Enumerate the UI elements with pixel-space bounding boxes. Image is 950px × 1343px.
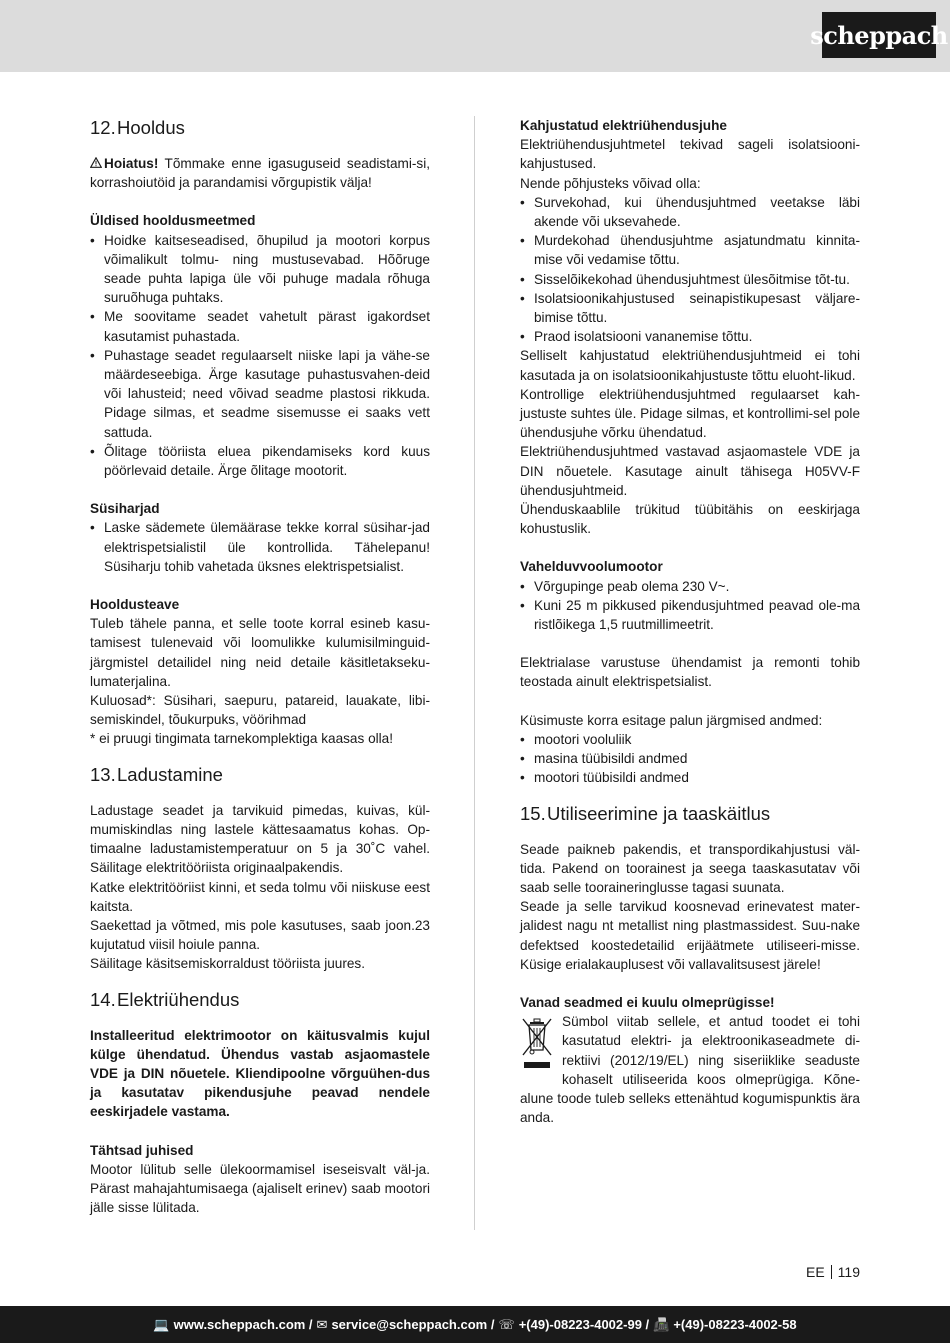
list-item: • masina tüübisildi andmed xyxy=(520,749,860,768)
required-data-list xyxy=(520,730,860,788)
recycling-text: Seade ja selle tarvikud koosnevad erinevatest mater-jalidest nagu nt metallist ning plastmassidest. Suu-nake defektsed koostedetailid erijäätmete utiliseeri-misse. Küsige erialakauplusest või vallavalitsusest järele! xyxy=(520,899,860,972)
warning-paragraph: Hoiatus! Tõmmake enne igasuguseid seadistami-si, korrashoiutöid ja parandamisi võrgupistik välja! xyxy=(90,156,430,191)
left-column xyxy=(90,116,430,1217)
damage-causes-list xyxy=(520,193,860,347)
ac-motor-title: Vahelduvvoolumootor xyxy=(520,559,663,575)
general-maintenance-list xyxy=(90,231,430,481)
footer-email[interactable]: service@scheppach.com / xyxy=(331,1317,495,1332)
ac-motor-text: Elektrialase varustuse ühendamist ja remonti tohib teostada ainult elektrispetsialist. xyxy=(520,655,860,690)
header-band xyxy=(0,0,950,72)
damaged-cable-title: Kahjustatud elektriühendusjuhe xyxy=(520,118,727,133)
list-item: • Õlitage tööriista eluea pikendamiseks kord kuus pöörlevaid detaile. Ärge õlitage mootorit. xyxy=(90,442,430,480)
footer-website[interactable]: www.scheppach.com / xyxy=(173,1317,313,1332)
damaged-cable-text: Selliselt kahjustatud elektriühendusjuhtmeid ei tohi kasutada ja on isolatsioonikahjustuste tõttu eluoht-likud. xyxy=(520,348,860,383)
list-item: • Isolatsioonikahjustused seinapistikupesast väljare-bimise tõttu. xyxy=(520,289,860,327)
warning-triangle-icon xyxy=(90,154,104,173)
ac-motor-list xyxy=(520,577,860,635)
phone-icon: ☏ xyxy=(498,1316,515,1332)
damaged-cable-text: Elektriühendusjuhtmed vastavad asjaomastele VDE ja DIN nõuetele. Kasutage ainult tähisega H05VV-F ühendusjuhtmeid. xyxy=(520,444,860,498)
section-15-heading: 15.Utiliseerimine ja taaskäitlus xyxy=(520,802,771,824)
list-item: • Murdekohad ühendusjuhtme asjatundmatu kinnita-mise või vedamise tõttu. xyxy=(520,231,860,269)
damaged-cable-text: Nende põhjusteks võivad olla: xyxy=(520,175,701,191)
computer-icon: 💻 xyxy=(153,1316,170,1332)
damaged-cable-text: Elektriühendusjuhtmetel tekivad sageli isolatsiooni-kahjustused. xyxy=(520,137,860,172)
wear-parts-text: Kuluosad*: Süsihari, saepuru, patareid, lauakate, libi-semiskindel, tõukurpuks, vöörihmad xyxy=(90,693,430,728)
list-item: • Laske sädemete ülemäärase tekke korral süsihar-jad elektrispetsialistil üle kontrollida. Tähelepanu! Süsiharju tohib vahetada üksnes elektrispetsialist. xyxy=(90,518,430,576)
general-maintenance-title: Üldised hooldusmeetmed xyxy=(90,213,256,229)
list-item: • Hoidke kaitseseadised, õhupilud ja mootori korpus võimalikult tolmu- ning mustusevabad. Hõõruge seade puhta lapiga üle või puhuge madala rõhuga suruõhuga puhtaks. xyxy=(90,231,430,308)
electric-connection-notice: Installeeritud elektrimootor on käitusvalmis kujul külge ühendatud. Ühendus vastab asjaomastele VDE ja DIN nõuetele. Kliendipoolne võrguühen-dus ja kasutatav pikendusjuhe peavad nendele eeskirjadele vastama. xyxy=(90,1027,430,1120)
section-12-heading: 12.Hooldus xyxy=(90,117,185,138)
section-13-heading: 13.Ladustamine xyxy=(90,763,223,785)
section-14-heading: 14.Elektriühendus xyxy=(90,988,240,1010)
scheppach-logo: scheppach xyxy=(822,12,936,58)
list-item: • Puhastage seadet regulaarselt niiske lapi ja vähe-se määrdeseebiga. Ärge kasutage puhastusvahen-deid või lahusteid; need võivad seadme plastosi rikkuda. Pidage silmas, et seadme sisemusse ei saaks vett sattuda. xyxy=(90,346,430,442)
weee-crossed-bin-icon xyxy=(520,1016,554,1072)
carbon-brushes-list xyxy=(90,518,430,576)
carbon-brushes-title: Süsiharjad xyxy=(90,501,160,517)
right-column xyxy=(520,116,860,1127)
column-divider xyxy=(474,116,475,1230)
storage-text: Katke elektritööriist kinni, et seda tolmu või niiskuse eest kaitsta. xyxy=(90,879,430,914)
list-item: • Praod isolatsiooni vananemise tõttu. xyxy=(520,327,860,346)
fax-icon: 📠 xyxy=(653,1316,670,1332)
footer-phone: +(49)-08223-4002-99 / xyxy=(518,1317,650,1332)
storage-text: Saekettad ja võtmed, mis pole kasutuses, saab joon.23 kujutatud viisil hoiule panna. xyxy=(90,917,430,953)
list-item: • Survekohad, kui ühendusjuhtmed veetakse läbi akende või uksevahede. xyxy=(520,193,860,231)
waste-block xyxy=(520,1012,860,1127)
mail-icon: ✉ xyxy=(316,1316,328,1332)
storage-text: Säilitage käsitsemiskorraldust tööriista juures. xyxy=(90,956,366,972)
list-item: • Kuni 25 m pikkused pikendusjuhtmed peavad ole-ma ristlõikega 1,5 ruutmillimeetrit. xyxy=(520,596,860,634)
ac-motor-text: Küsimuste korra esitage palun järgmised andmed: xyxy=(520,712,823,728)
important-notes-text: Mootor lülitub selle ülekoormamisel iseseisvalt väl-ja. Pärast mahajahtumisaega (ajaliselt erinev) saab mootori jälle sisse lülitada. xyxy=(90,1161,430,1216)
waste-text: Sümbol viitab sellele, et antud toodet ei tohi kasutatud elektri- ja elektroonikaseadmete di-rektiivi (2012/19/EL) ning siseriiklike seaduste kohaselt utiliseerida koos olmeprügiga. Kõne-alune toode tuleb selleks ettenähtud kogumispunktis ära anda. xyxy=(520,1014,860,1126)
list-item: • Sisselõikekohad ühendusjuhtmest ülesõitmise tõt-tu. xyxy=(520,270,860,289)
service-info-title: Hooldusteave xyxy=(90,597,180,613)
service-info-text: Tuleb tähele panna, et selle toote korral esineb kasu-tamisest tulenevaid või loomulikke kulumisilminguid-järgmistel detailidel ning neid detaile käsitletakseku-lumaterjalina. xyxy=(90,616,430,689)
important-notes-title: Tähtsad juhised xyxy=(90,1142,194,1158)
damaged-cable-text: Kontrollige elektriühendusjuhtmed regulaarset kah-justuste suhtes üle. Pidage silmas, et kontrollimi-sel pole ühendusjuhe võrku ühendatud. xyxy=(520,386,861,441)
storage-text: Ladustage seadet ja tarvikuid pimedas, kuivas, kül-mumiskindlas ning lastele kättesaamatus kohas. Op-timaalne ladustamistemperatuur on 5 ja 30˚C vahel. Säilitage elektritööriista originaalpakendis. xyxy=(90,802,430,876)
warning-label: Hoiatus! xyxy=(104,156,159,171)
list-item: • mootori tüübisildi andmed xyxy=(520,768,860,787)
list-item: • Me soovitame seadet vahetult pärast igakordset kasutamist puhastada. xyxy=(90,307,430,345)
page-number: EE 119 xyxy=(805,1264,860,1280)
delivery-note: * ei pruugi tingimata tarnekomplektiga kaasas olla! xyxy=(90,731,394,747)
footer-fax: +(49)-08223-4002-58 xyxy=(673,1317,797,1332)
waste-title: Vanad seadmed ei kuulu olmeprügisse! xyxy=(520,994,775,1010)
damaged-cable-text: Ühenduskaablile trükitud tüübitähis on eeskirjaga kohustuslik. xyxy=(520,502,860,537)
recycling-text: Seade paikneb pakendis, et transpordikahjustusi väl-tida. Pakend on toorainest ja seega taaskasutatav või saab selle tooraineringlusse tagasi suunata. xyxy=(520,841,860,895)
footer-bar xyxy=(0,1306,950,1343)
list-item: • Võrgupinge peab olema 230 V~. xyxy=(520,577,860,596)
list-item: • mootori vooluliik xyxy=(520,730,860,749)
